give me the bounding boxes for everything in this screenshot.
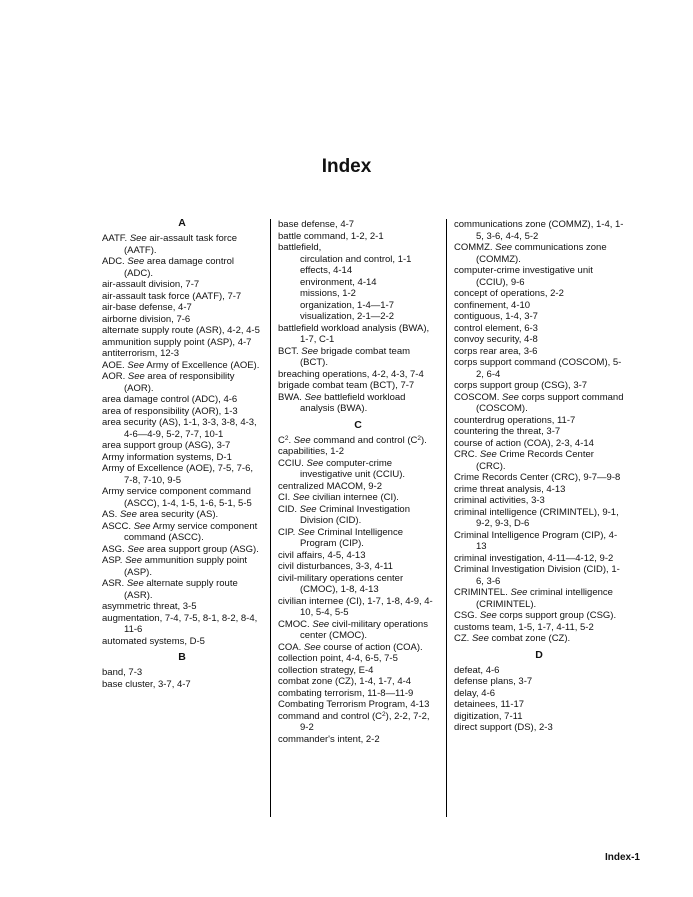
index-entry: delay, 4-6 — [454, 687, 496, 699]
index-entry: air-assault division, 7-7 — [102, 279, 200, 290]
index-entry: civilian internee (CI), 1-7, 1-8, 4-9, 4-10, 5-4, 5-5 — [278, 595, 433, 618]
index-entry: Army service component command (ASCC), 1-4, 1-5, 1-6, 5-1, 5-5 — [102, 486, 252, 509]
index-entry: ASP. See ammunition supply point (ASP). — [102, 555, 248, 578]
index-entry: area support group (ASG), 3-7 — [102, 440, 231, 451]
index-entry: commander's intent, 2-2 — [278, 733, 380, 745]
index-entry: command and control $(C^2)$, 2-2, 7-2, 9-2 — [278, 710, 430, 733]
index-entry: base cluster, 3-7, 4-7 — [102, 678, 191, 690]
index-entry: ASR. See alternate supply route (ASR). — [102, 578, 238, 601]
page-title: Index — [321, 156, 372, 177]
index-entry: alternate supply route (ASR), 4-2, 4-5 — [102, 325, 260, 336]
index-entry: civil disturbances, 3-3, 4-11 — [278, 561, 393, 572]
index-entry: confinement, 4-10 — [454, 299, 531, 311]
index-entry: combating terrorism, 11-8—11-9 — [278, 687, 414, 699]
index-entry: BCT. See brigade combat team (BCT). — [278, 345, 411, 368]
index-entry: ASG. See area support group (ASG). — [102, 543, 259, 555]
index-entry: civil affairs, 4-5, 4-13 — [278, 549, 366, 561]
index-entry: Criminal Intelligence Program (CIP), 4-13 — [454, 529, 618, 552]
index-entry: convoy security, 4-8 — [454, 334, 538, 345]
index-entry: contiguous, 1-4, 3-7 — [454, 311, 538, 322]
index-entry: COMMZ. See communications zone (COMMZ). — [454, 242, 607, 265]
index-entry: Army information systems, D-1 — [102, 451, 232, 463]
index-entry: COA. See course of action (COA). — [278, 641, 423, 653]
index-letter-heading: A — [178, 217, 186, 229]
index-entry: battle command, 1-2, 2-1 — [278, 230, 384, 242]
index-entry: CZ. See combat zone (CZ). — [454, 633, 571, 644]
index-entry: Army of Excellence (AOE), 7-5, 7-6, 7-8, 7-10, 9-5 — [102, 463, 253, 486]
index-entry: CCIU. See computer-crime investigative unit (CCIU). — [278, 457, 406, 480]
index-entry: base defense, 4-7 — [278, 219, 355, 230]
index-entry: air-assault task force (AATF), 7-7 — [102, 290, 242, 302]
index-entry: antiterrorism, 12-3 — [102, 348, 180, 359]
index-entry: area security (AS), 1-1, 3-3, 3-8, 4-3, 4-6—4-9, 5-2, 7-7, 10-1 — [102, 417, 257, 440]
index-entry: digitization, 7-11 — [454, 710, 523, 722]
index-entry: airborne division, 7-6 — [102, 313, 191, 325]
index-entry: CI. See civilian internee (CI). — [278, 492, 399, 503]
index-entry: brigade combat team (BCT), 7-7 — [278, 380, 415, 391]
index-entry: detainees, 11-17 — [454, 699, 525, 710]
index-entry: air-base defense, 4-7 — [102, 302, 192, 313]
index-letter-heading: B — [178, 651, 186, 663]
index-entry: AS. See area security (AS). — [102, 509, 219, 520]
index-entry: counterdrug operations, 11-7 — [454, 414, 576, 426]
index-entry: criminal investigation, 4-11—4-12, 9-2 — [454, 552, 614, 564]
index-entry: course of action (COA), 2-3, 4-14 — [454, 437, 594, 449]
column-divider — [446, 219, 447, 817]
index-entry: defense plans, 3-7 — [454, 676, 533, 687]
index-entry: battlefield, — [278, 242, 322, 253]
index-entry: Criminal Investigation Division (CID), 1-6, 3-6 — [454, 564, 620, 587]
index-entry: corps support group (CSG), 3-7 — [454, 380, 588, 391]
index-entry: BWA. See battlefield workload analysis (BWA). — [278, 391, 406, 414]
index-entry: battlefield workload analysis (BWA), 1-7, C-1 — [278, 322, 430, 345]
index-column-2 — [278, 219, 438, 745]
index-entry: ADC. See area damage control (ADC). — [102, 256, 235, 279]
index-entry: centralized MACOM, 9-2 — [278, 480, 383, 492]
index-entry: communications zone (COMMZ), 1-4, 1-5, 3-6, 4-4, 5-2 — [454, 219, 624, 242]
index-entry: combat zone (CZ), 1-4, 1-7, 4-4 — [278, 676, 412, 687]
index-entry: CRIMINTEL. See criminal intelligence (CRIMINTEL). — [454, 587, 613, 610]
index-entry: CMOC. See civil-military operations center (CMOC). — [278, 618, 428, 641]
index-entry: area of responsibility (AOR), 1-3 — [102, 405, 238, 417]
index-entry: concept of operations, 2-2 — [454, 288, 564, 299]
index-subentry: circulation and control, 1-1 — [300, 253, 412, 265]
index-entry: CSG. See corps support group (CSG). — [454, 610, 617, 621]
index-entry: defeat, 4-6 — [454, 664, 500, 676]
index-letter-heading: D — [535, 648, 543, 661]
index-entry: COSCOM. See corps support command (COSCOM). — [454, 391, 624, 414]
index-entry: augmentation, 7-4, 7-5, 8-1, 8-2, 8-4, 11-6 — [102, 612, 258, 635]
index-entry: countering the threat, 3-7 — [454, 426, 561, 437]
index-entry: customs team, 1-5, 1-7, 4-11, 5-2 — [454, 621, 594, 633]
index-entry: ammunition supply point (ASP), 4-7 — [102, 336, 252, 348]
index-entry: collection point, 4-4, 6-5, 7-5 — [278, 653, 398, 664]
index-entry: CID. See Criminal Investigation Division (CID). — [278, 503, 411, 526]
index-entry: area damage control (ADC), 4-6 — [102, 394, 238, 405]
index-entry: criminal intelligence (CRIMINTEL), 9-1, 9-2, 9-3, D-6 — [454, 506, 619, 529]
index-subentry: visualization, 2-1—2-2 — [300, 311, 394, 322]
index-entry: asymmetric threat, 3-5 — [102, 601, 197, 612]
index-entry: corps support command (COSCOM), 5-2, 6-4 — [454, 357, 622, 380]
index-entry: AOE. See Army of Excellence (AOE). — [102, 359, 260, 371]
index-entry: CRC. See Crime Records Center (CRC). — [454, 449, 594, 472]
index-entry: AATF. See air-assault task force (AATF). — [102, 233, 238, 256]
index-entry: breaching operations, 4-2, 4-3, 7-4 — [278, 368, 424, 380]
index-letter-heading: C — [354, 418, 362, 431]
index-entry: computer-crime investigative unit (CCIU), 9-6 — [454, 265, 593, 288]
index-entry: ASCC. See Army service component command (ASCC). — [102, 520, 258, 543]
index-entry: control element, 6-3 — [454, 322, 538, 334]
index-subentry: environment, 4-14 — [300, 276, 377, 288]
index-entry: civil-military operations center (CMOC), 1-8, 4-13 — [278, 572, 404, 595]
index-entry: capabilities, 1-2 — [278, 446, 345, 457]
index-entry: crime threat analysis, 4-13 — [454, 483, 566, 495]
index-entry: corps rear area, 3-6 — [454, 345, 538, 357]
index-entry: $C^2$. See command and control $(C^2)$. — [278, 434, 427, 446]
index-entry: CIP. See Criminal Intelligence Program (CIP). — [278, 526, 403, 549]
index-entry: Combating Terrorism Program, 4-13 — [278, 699, 430, 710]
index-entry: criminal activities, 3-3 — [454, 495, 545, 506]
column-divider — [270, 219, 271, 817]
index-column-3 — [454, 219, 624, 734]
index-subentry: effects, 4-14 — [300, 265, 353, 276]
index-entry: Crime Records Center (CRC), 9-7—9-8 — [454, 472, 621, 483]
index-entry: band, 7-3 — [102, 667, 143, 678]
index-subentry: organization, 1-4—1-7 — [300, 299, 394, 311]
index-subentry: missions, 1-2 — [300, 288, 356, 299]
index-entry: automated systems, D-5 — [102, 635, 205, 647]
index-entry: direct support (DS), 2-3 — [454, 722, 553, 733]
index-entry: collection strategy, E-4 — [278, 664, 374, 676]
index-entry: AOR. See area of responsibility (AOR). — [102, 371, 235, 394]
index-column-1 — [102, 217, 262, 690]
page-number: Index-1 — [604, 852, 640, 863]
